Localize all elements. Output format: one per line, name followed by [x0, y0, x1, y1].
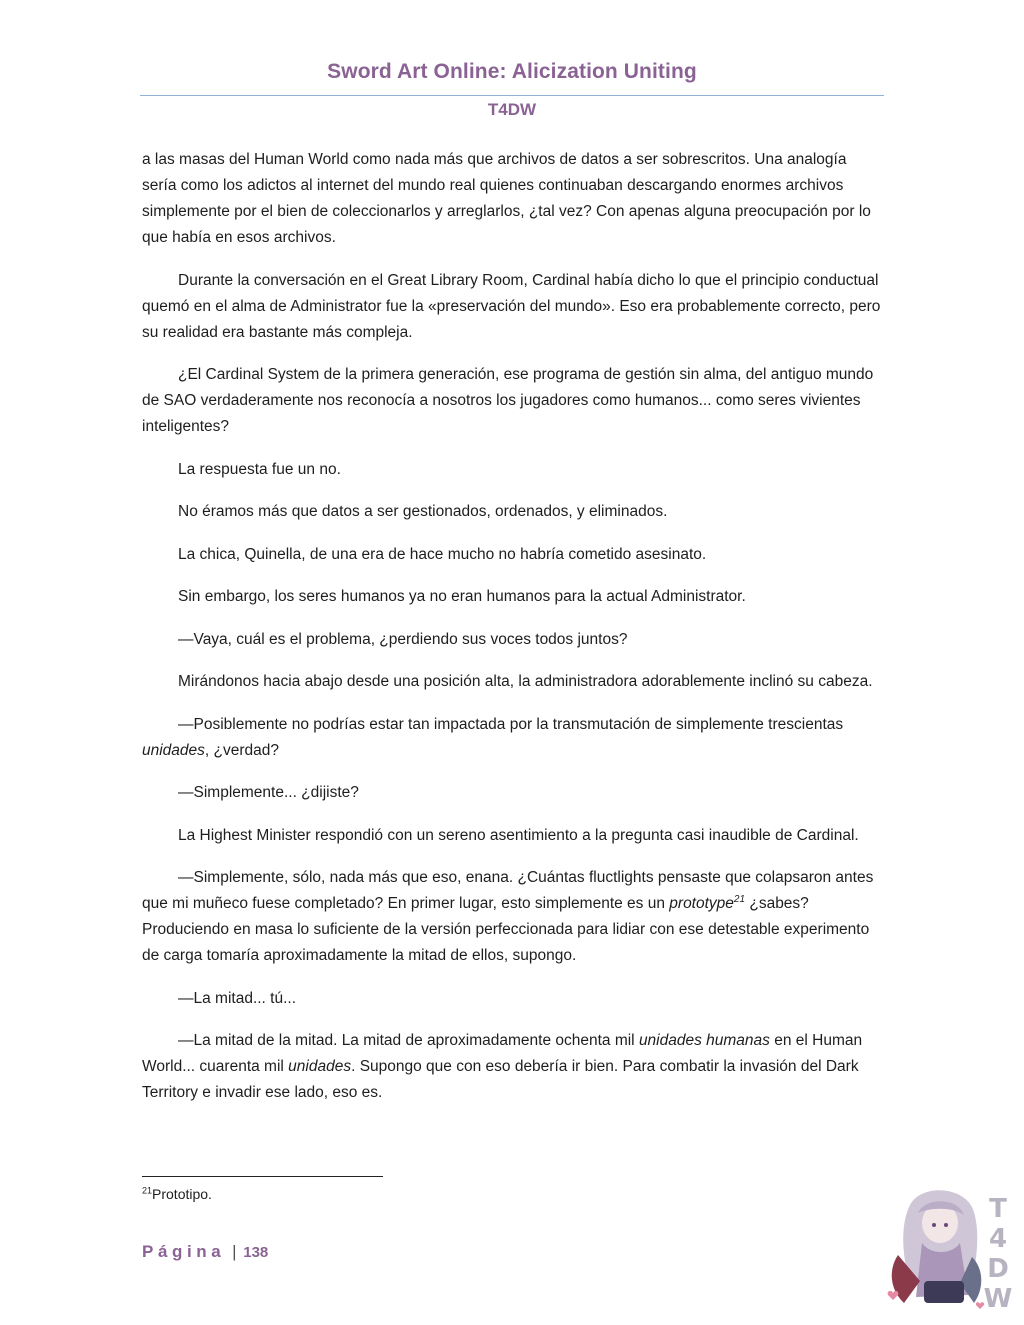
- footnote-reference[interactable]: 21: [733, 893, 746, 905]
- text-run: —Posiblemente no podrías estar tan impactada por la transmutación de simplemente trescientas: [178, 715, 844, 733]
- paragraph: —Simplemente... ¿dijiste?: [178, 784, 359, 801]
- footnote: [142, 1186, 212, 1202]
- italic-run: unidades: [288, 1058, 352, 1075]
- italic-run: prototype: [669, 895, 734, 912]
- footnote-divider: [142, 1176, 383, 1177]
- watermark-letter: 4: [988, 1224, 1008, 1254]
- watermark-letter: W: [983, 1284, 1013, 1314]
- paragraph: La respuesta fue un no.: [178, 460, 341, 478]
- watermark-letter: D: [987, 1254, 1009, 1284]
- footnote-number: 21: [142, 1185, 153, 1196]
- paragraph: —Vaya, cuál es el problema, ¿perdiendo sus voces todos juntos?: [178, 630, 628, 648]
- paragraph: [142, 865, 884, 969]
- text-run: , ¿verdad?: [204, 741, 280, 759]
- paragraph: Sin embargo, los seres humanos ya no eran humanos para la actual Administrator.: [178, 588, 746, 605]
- page-number: 138: [243, 1244, 269, 1261]
- footer-label: Página: [142, 1242, 226, 1261]
- paragraph: ¿El Cardinal System de la primera generación, ese programa de gestión sin alma, del antiguo mundo de SAO verdaderamente nos reconocía a nosotros los jugadores como humanos... como seres vivientes inteligentes?: [142, 366, 874, 435]
- italic-run: unidades humanas: [638, 1032, 770, 1049]
- watermark-letters: [984, 1194, 1013, 1314]
- character-illustration: [888, 1190, 985, 1309]
- text-run: —La mitad de la mitad. La mitad de aproximadamente ochenta mil: [178, 1032, 639, 1049]
- text-run: —Simplemente, sólo, nada más que eso, enana. ¿Cuántas fluctlights pensaste que colapsaron antes que mi muñeco fuese completado? En primer lugar, esto simplemente es un: [142, 869, 874, 912]
- paragraph: a las masas del Human World como nada más que archivos de datos a ser sobrescritos. Una analogía sería como los adictos al internet del mundo real quienes continuaban descargando enormes archivos simplemente por el bien de coleccionarlos y arreglarlos, ¿tal vez? Con apenas alguna preocupación por lo que había en esos archivos.: [142, 151, 871, 246]
- page-header-title: Sword Art Online: Alicization Uniting: [327, 60, 697, 83]
- footer-separator: |: [232, 1242, 237, 1261]
- paragraph: Durante la conversación en el Great Library Room, Cardinal había dicho lo que el principio conductual quemó en el alma de Administrator fue la «preservación del mundo». Eso era probablemente correcto, pero su realidad era bastante más compleja.: [142, 271, 881, 341]
- text-run: . Supongo que con eso debería ir bien. Para combatir la invasión del Dark Territory e invadir ese lado, eso es.: [142, 1058, 859, 1101]
- header-divider: [140, 95, 884, 96]
- text-run: en el Human World... cuarenta mil: [142, 1032, 863, 1075]
- paragraph: [142, 712, 884, 764]
- watermark-logo-icon: [880, 1185, 1020, 1315]
- paragraph: Mirándonos hacia abajo desde una posición alta, la administradora adorablemente inclinó su cabeza.: [178, 673, 873, 690]
- watermark-letter: T: [989, 1194, 1007, 1224]
- body-text: [142, 147, 884, 1123]
- text-run: ¿sabes? Produciendo en masa lo suficiente de la versión perfeccionada para lidiar con ese detestable experimento de carga tomaría aproximadamente la mitad de ellos, supongo.: [142, 895, 870, 964]
- italic-run: unidades: [142, 741, 205, 759]
- paragraph: No éramos más que datos a ser gestionados, ordenados, y eliminados.: [178, 503, 668, 520]
- page-footer: [142, 1242, 268, 1262]
- paragraph: [142, 1028, 884, 1106]
- footnote-text: Prototipo.: [152, 1186, 212, 1202]
- page-header-subtitle: T4DW: [487, 100, 537, 119]
- paragraph: La chica, Quinella, de una era de hace mucho no habría cometido asesinato.: [178, 545, 707, 563]
- paragraph: La Highest Minister respondió con un sereno asentimiento a la pregunta casi inaudible de Cardinal.: [178, 826, 859, 844]
- paragraph: —La mitad... tú...: [178, 989, 297, 1007]
